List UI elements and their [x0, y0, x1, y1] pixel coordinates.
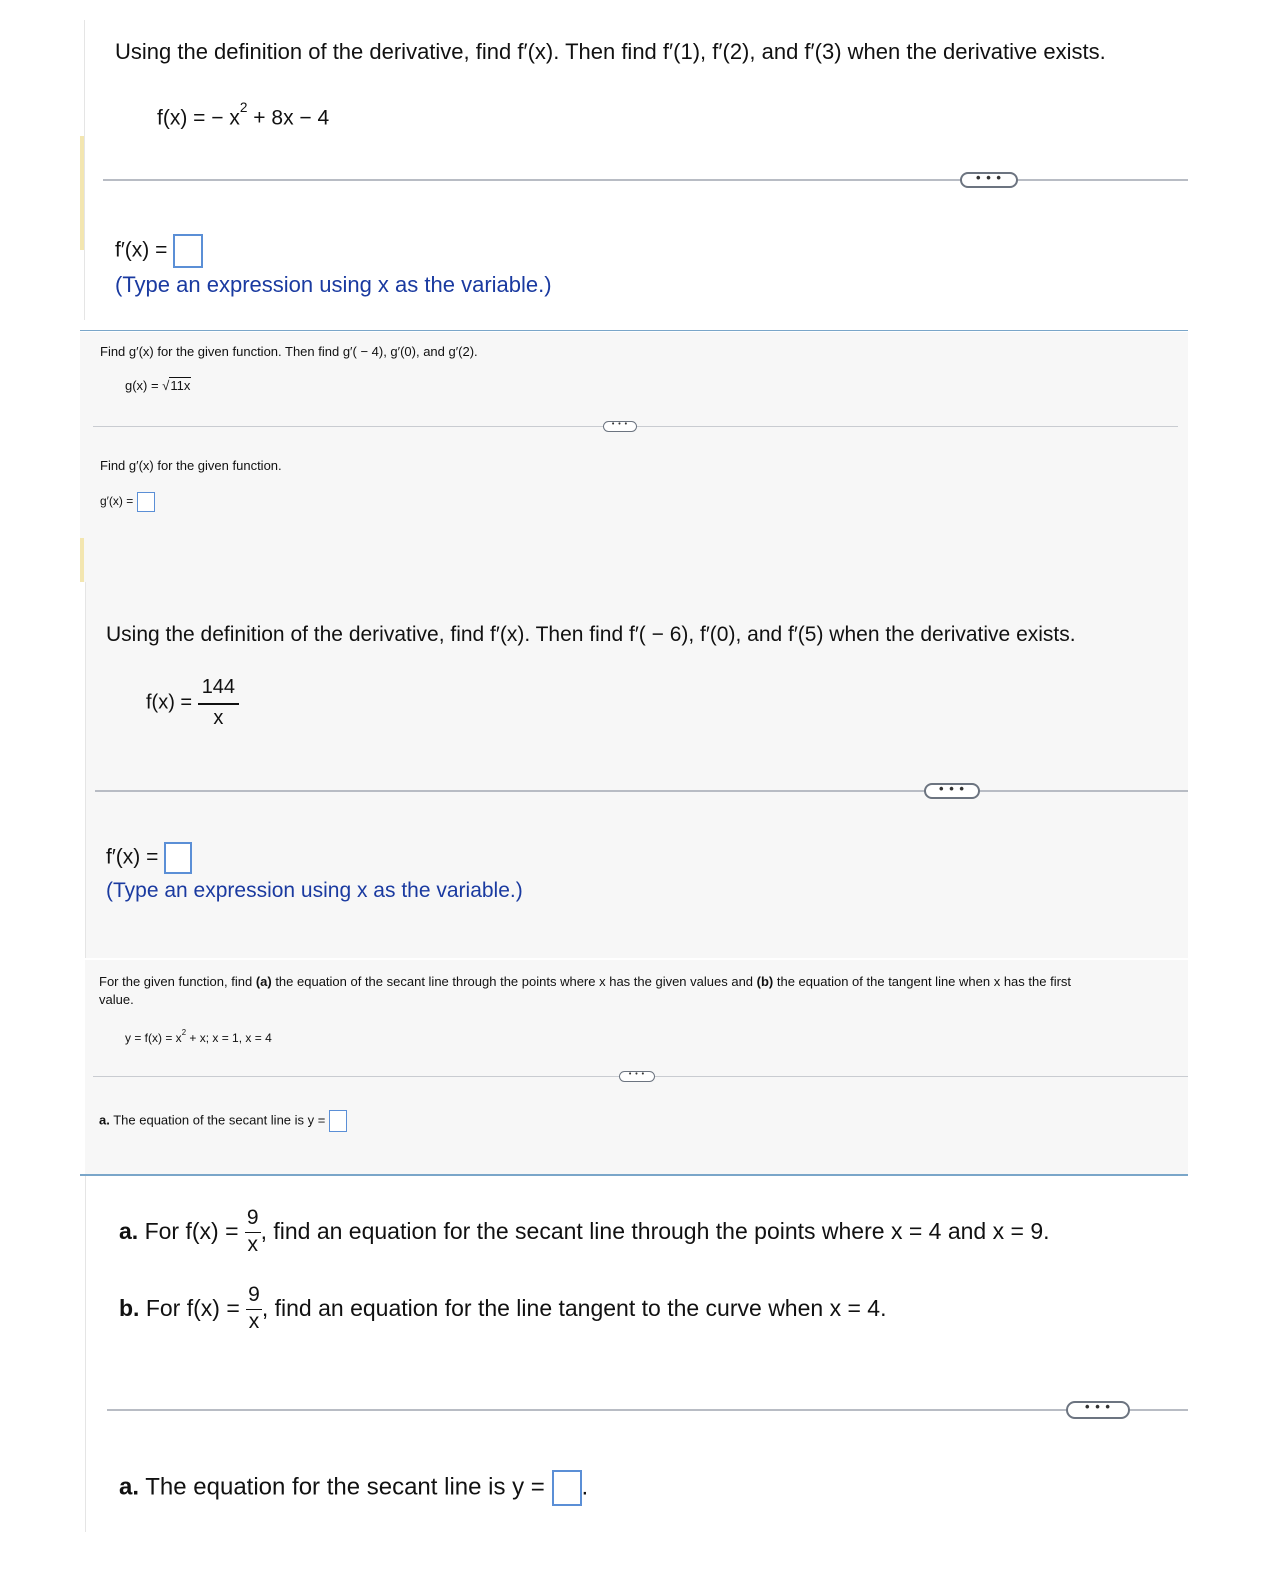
q5-answer-label: The equation for the secant line is y = [145, 1473, 545, 1501]
q3-answer-label: f′(x) = [106, 845, 159, 869]
q1-answer-input[interactable] [173, 234, 203, 268]
q4-more-button[interactable]: • • • [619, 1071, 655, 1082]
q4-bottom-border [80, 1174, 1188, 1176]
q2-function [125, 378, 191, 393]
q1-hint: (Type an expression using x as the variable.) [115, 272, 552, 297]
q3-more-button[interactable]: • • • [924, 783, 980, 799]
q5-b-letter: b. [119, 1295, 140, 1321]
q2-more-button[interactable]: • • • [603, 421, 637, 432]
q1-divider [103, 179, 1188, 181]
q2-func-radicand: 11x [170, 378, 191, 393]
q1-function [157, 100, 329, 130]
q1-func-rhs: + 8x − 4 [247, 106, 330, 130]
left-border-line [84, 20, 85, 320]
q5-answer-input[interactable] [552, 1470, 582, 1506]
q1-answer-label: f′(x) = [115, 238, 168, 262]
q4-func-exponent: 2 [181, 1028, 187, 1037]
q5-part-a [119, 1206, 1050, 1257]
q4-answer-row [99, 1110, 347, 1132]
q5-a-rhs: , find an equation for the secant line through the points where x = 4 and x = 9. [260, 1218, 1050, 1244]
q5-left-border [85, 1176, 86, 1532]
q4-func-rhs: + x; x = 1, x = 4 [186, 1031, 272, 1046]
q2-func-lhs: g(x) = [125, 378, 163, 393]
q5-answer-letter: a. [119, 1473, 140, 1501]
q3-divider [95, 790, 1188, 792]
q3-left-border [85, 582, 86, 958]
q2-sub-prompt: Find g′(x) for the given function. [100, 458, 282, 473]
q4-function [125, 1028, 272, 1045]
q3-prompt: Using the definition of the derivative, find f′(x). Then find f′( − 6), f′(0), and f′(5) when the derivative exists. [106, 623, 1076, 646]
q4-answer-input[interactable] [329, 1110, 347, 1132]
q3-answer-row [106, 842, 192, 874]
q2-answer-label: g′(x) = [100, 494, 134, 509]
q3-hint: (Type an expression using x as the variable.) [106, 879, 523, 902]
q4-prompt-b: (b) [756, 974, 774, 989]
q3-function [146, 676, 239, 730]
q2-func-radical: √ [162, 378, 170, 393]
q5-b-denominator: x [248, 1310, 260, 1333]
q2-answer-row [100, 492, 155, 512]
q1-func-lhs: f(x) = − x [157, 106, 240, 130]
q3-func-numerator: 144 [198, 676, 239, 705]
q1-more-button[interactable]: • • • [960, 172, 1018, 188]
q4-prompt [99, 973, 1179, 1009]
q1-bottom-border [80, 330, 1188, 331]
q1-prompt: Using the definition of the derivative, find f′(x). Then find f′(1), f′(2), and f′(3) when the derivative exists. [115, 39, 1106, 64]
q5-answer-row [119, 1470, 588, 1506]
q5-part-b [119, 1283, 886, 1334]
q5-a-denominator: x [247, 1233, 258, 1256]
q5-a-lhs: For f(x) = [144, 1218, 239, 1244]
q2-accent-bar [80, 538, 84, 582]
q4-prompt-part4: value. [99, 992, 134, 1007]
q5-a-letter: a. [119, 1218, 139, 1244]
q5-divider [107, 1409, 1188, 1411]
q1-func-exponent: 2 [239, 100, 248, 115]
q2-prompt: Find g′(x) for the given function. Then find g′( − 4), g′(0), and g′(2). [100, 344, 478, 359]
q2-panel [80, 332, 1188, 582]
q4-func-lhs: y = f(x) = x [125, 1031, 182, 1046]
q3-func-denominator: x [213, 707, 224, 729]
q4-prompt-part3: the equation of the tangent line when x has the first [773, 974, 1072, 989]
q2-answer-input[interactable] [137, 492, 155, 512]
q5-a-numerator: 9 [245, 1206, 261, 1233]
q4-answer-label: The equation of the secant line is y = [113, 1112, 326, 1128]
q3-func-fraction [198, 676, 239, 730]
q5-answer-end: . [581, 1473, 589, 1501]
q4-prompt-part1: For the given function, find [99, 974, 256, 989]
q3-func-lhs: f(x) = [146, 691, 193, 714]
q3-answer-input[interactable] [164, 842, 192, 874]
q4-answer-letter: a. [99, 1112, 110, 1128]
q5-b-numerator: 9 [246, 1283, 262, 1310]
q5-b-lhs: For f(x) = [145, 1295, 240, 1321]
q4-prompt-part2: the equation of the secant line through the points where x has the given values and [271, 974, 757, 989]
q1-answer-row [115, 234, 203, 268]
q5-a-fraction [245, 1206, 261, 1257]
q5-b-fraction [246, 1283, 262, 1334]
q5-b-rhs: , find an equation for the line tangent to the curve when x = 4. [261, 1295, 887, 1321]
q4-prompt-a: (a) [255, 974, 272, 989]
q5-more-button[interactable]: • • • [1066, 1401, 1130, 1419]
